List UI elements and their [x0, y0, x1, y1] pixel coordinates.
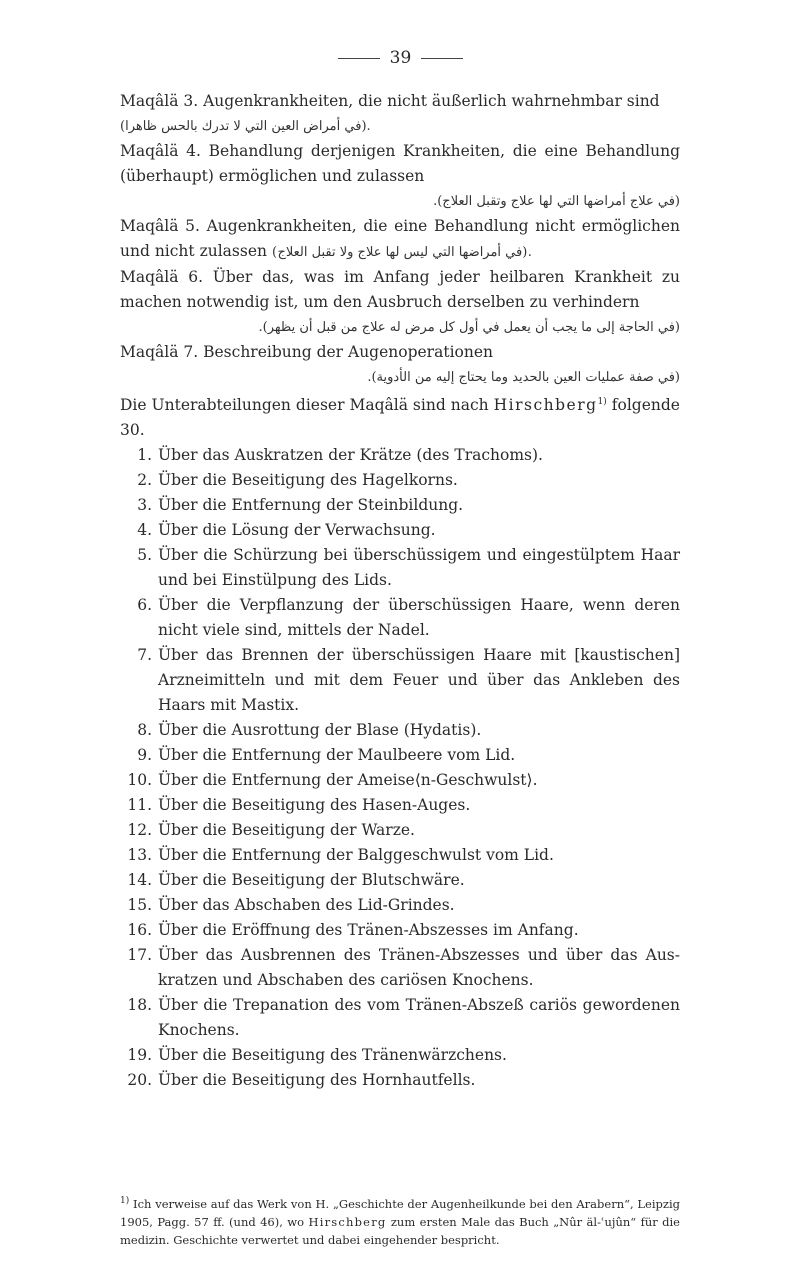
- footnote-mark: 1): [120, 1196, 130, 1206]
- item-number: 17.: [127, 946, 152, 965]
- maqala-text: Maqâlä 5. Augenkrankheiten, die eine Behandlung nicht ermöglichen und nicht zulassen: [120, 217, 680, 260]
- page-number: [0, 48, 801, 68]
- item-number: 4.: [137, 521, 152, 540]
- list-item: [120, 443, 680, 468]
- item-number: 20.: [127, 1071, 152, 1090]
- maqala-arabic: (في علاج أمراضها التي لها علاج وتقبل العلاج).: [433, 194, 680, 209]
- footnote-text-2: zum ersten Male das Buch „Nûr äl-ʿujûn“ für die medizin. Geschichte verwertet und dabei eingehender bespricht.: [120, 1214, 680, 1247]
- item-number: 12.: [127, 821, 152, 840]
- item-text: Über die Beseitigung des Hasen-Auges.: [158, 796, 471, 815]
- item-number: 9.: [137, 746, 152, 765]
- maqala-7: [120, 340, 680, 390]
- maqala-text: Maqâlä 6. Über das, was im Anfang jeder heilbaren Krankheit zu machen notwendig ist, um den Ausbruch derselben zu verhindern: [120, 268, 680, 311]
- maqala-arabic: (في الحاجة إلى ما يجب أن يعمل في أول كل مرض له علاج من قبل أن يظهر).: [258, 320, 680, 335]
- list-item: [120, 868, 680, 893]
- item-text: Über die Entfernung der Maulbeere vom Lid.: [158, 746, 516, 765]
- footnote: [120, 1192, 680, 1249]
- list-item: [120, 1068, 680, 1093]
- page-number-dash-right: [421, 58, 463, 59]
- list-item: [120, 818, 680, 843]
- maqala-arabic: (في أمراض العين التي لا تدرك بالحس ظاهرا).: [120, 119, 371, 134]
- item-text: Über das Abschaben des Lid-Grindes.: [158, 896, 455, 915]
- maqala-5: [120, 214, 680, 265]
- list-item: [120, 643, 680, 718]
- main-text: [120, 89, 680, 1093]
- page-number-dash-left: [338, 58, 380, 59]
- list-item: [120, 543, 680, 593]
- list-item: [120, 918, 680, 943]
- maqala-text: Maqâlä 4. Behandlung derjenigen Krankheiten, die eine Behandlung (überhaupt) ermöglichen und zulassen: [120, 142, 680, 185]
- item-number: 16.: [127, 921, 152, 940]
- footnote-text: Ich verweise auf das Werk von H. „Geschichte der Augenheilkunde bei den Arabern“, Leipzig 1905, Pagg. 57 ff. (und 46), wo: [120, 1196, 680, 1229]
- maqala-6: [120, 265, 680, 340]
- item-text: Über das Ausbrennen des Tränen-Abszesses und über das Aus- kratzen und Abschaben des cariösen Knochens.: [158, 946, 680, 990]
- maqala-arabic: (في أمراضها التي ليس لها علاج ولا تقبل العلاج).: [271, 245, 533, 260]
- maqala-4: [120, 139, 680, 214]
- item-text: Über die Lösung der Verwachsung.: [158, 521, 436, 540]
- maqala-3: [120, 89, 680, 139]
- intro-after: folgende 30.: [120, 396, 680, 440]
- subdivision-intro: [120, 390, 680, 443]
- item-text: Über die Ausrottung der Blase (Hydatis).: [158, 721, 482, 740]
- subdivision-list: [120, 443, 680, 1093]
- list-item: [120, 993, 680, 1043]
- list-item: [120, 593, 680, 643]
- item-text: Über die Beseitigung des Tränenwärzchens.: [158, 1046, 507, 1065]
- item-text: Über die Entfernung der Balggeschwulst vom Lid.: [158, 846, 554, 865]
- intro-before: Die Unterabteilungen dieser Maqâlä sind nach: [120, 396, 489, 415]
- item-text: Über die Trepanation des vom Tränen-Abszeß cariös gewordenen Knochens.: [158, 996, 680, 1040]
- item-number: 2.: [137, 471, 152, 490]
- item-number: 1.: [137, 446, 152, 465]
- list-item: [120, 718, 680, 743]
- list-item: [120, 843, 680, 868]
- item-number: 13.: [127, 846, 152, 865]
- list-item: [120, 468, 680, 493]
- item-number: 15.: [127, 896, 152, 915]
- list-item: [120, 493, 680, 518]
- item-text: Über die Beseitigung der Blutschwäre.: [158, 871, 465, 890]
- item-text: Über die Entfernung der Ameise⟨n-Geschwulst⟩.: [158, 771, 538, 790]
- item-text: Über die Schürzung bei überschüssigem und eingestülptem Haar und bei Einstülpung des Lids.: [158, 546, 680, 590]
- item-number: 14.: [127, 871, 152, 890]
- item-number: 8.: [137, 721, 152, 740]
- maqala-text: Maqâlä 7. Beschreibung der Augenoperationen: [120, 343, 493, 361]
- intro-author: Hirschberg: [493, 396, 598, 415]
- item-number: 6.: [137, 596, 152, 615]
- item-text: Über das Auskratzen der Krätze (des Trachoms).: [158, 446, 543, 465]
- item-number: 19.: [127, 1046, 152, 1065]
- list-item: [120, 768, 680, 793]
- maqala-text: Maqâlä 3. Augenkrankheiten, die nicht äußerlich wahrnehmbar sind: [120, 92, 660, 110]
- list-item: [120, 943, 680, 993]
- maqala-arabic: (في صفة عمليات العين بالحديد وما يحتاج إليه من الأدوية).: [367, 370, 680, 385]
- list-item: [120, 793, 680, 818]
- item-number: 3.: [137, 496, 152, 515]
- item-number: 18.: [127, 996, 152, 1015]
- item-text: Über die Entfernung der Steinbildung.: [158, 496, 464, 515]
- item-text: Über die Eröffnung des Tränen-Abszesses im Anfang.: [158, 921, 579, 940]
- footnote-ref: 1): [597, 397, 607, 407]
- list-item: [120, 893, 680, 918]
- item-text: Über die Beseitigung des Hornhautfells.: [158, 1071, 476, 1090]
- item-text: Über das Brennen der überschüssigen Haare mit [kaustischen] Arzneimitteln und mit dem Feuer und über das Ankleben des Haars mit Mastix.: [158, 646, 680, 715]
- item-number: 7.: [137, 646, 152, 665]
- item-number: 10.: [127, 771, 152, 790]
- item-number: 11.: [127, 796, 152, 815]
- list-item: [120, 1043, 680, 1068]
- item-text: Über die Beseitigung der Warze.: [158, 821, 415, 840]
- item-text: Über die Verpflanzung der überschüssigen Haare, wenn deren nicht viele sind, mittels der Nadel.: [158, 596, 680, 640]
- item-number: 5.: [137, 546, 152, 565]
- footnote-author: Hirschberg: [308, 1214, 387, 1229]
- item-text: Über die Beseitigung des Hagelkorns.: [158, 471, 458, 490]
- page-number-value: 39: [389, 48, 412, 68]
- list-item: [120, 518, 680, 543]
- list-item: [120, 743, 680, 768]
